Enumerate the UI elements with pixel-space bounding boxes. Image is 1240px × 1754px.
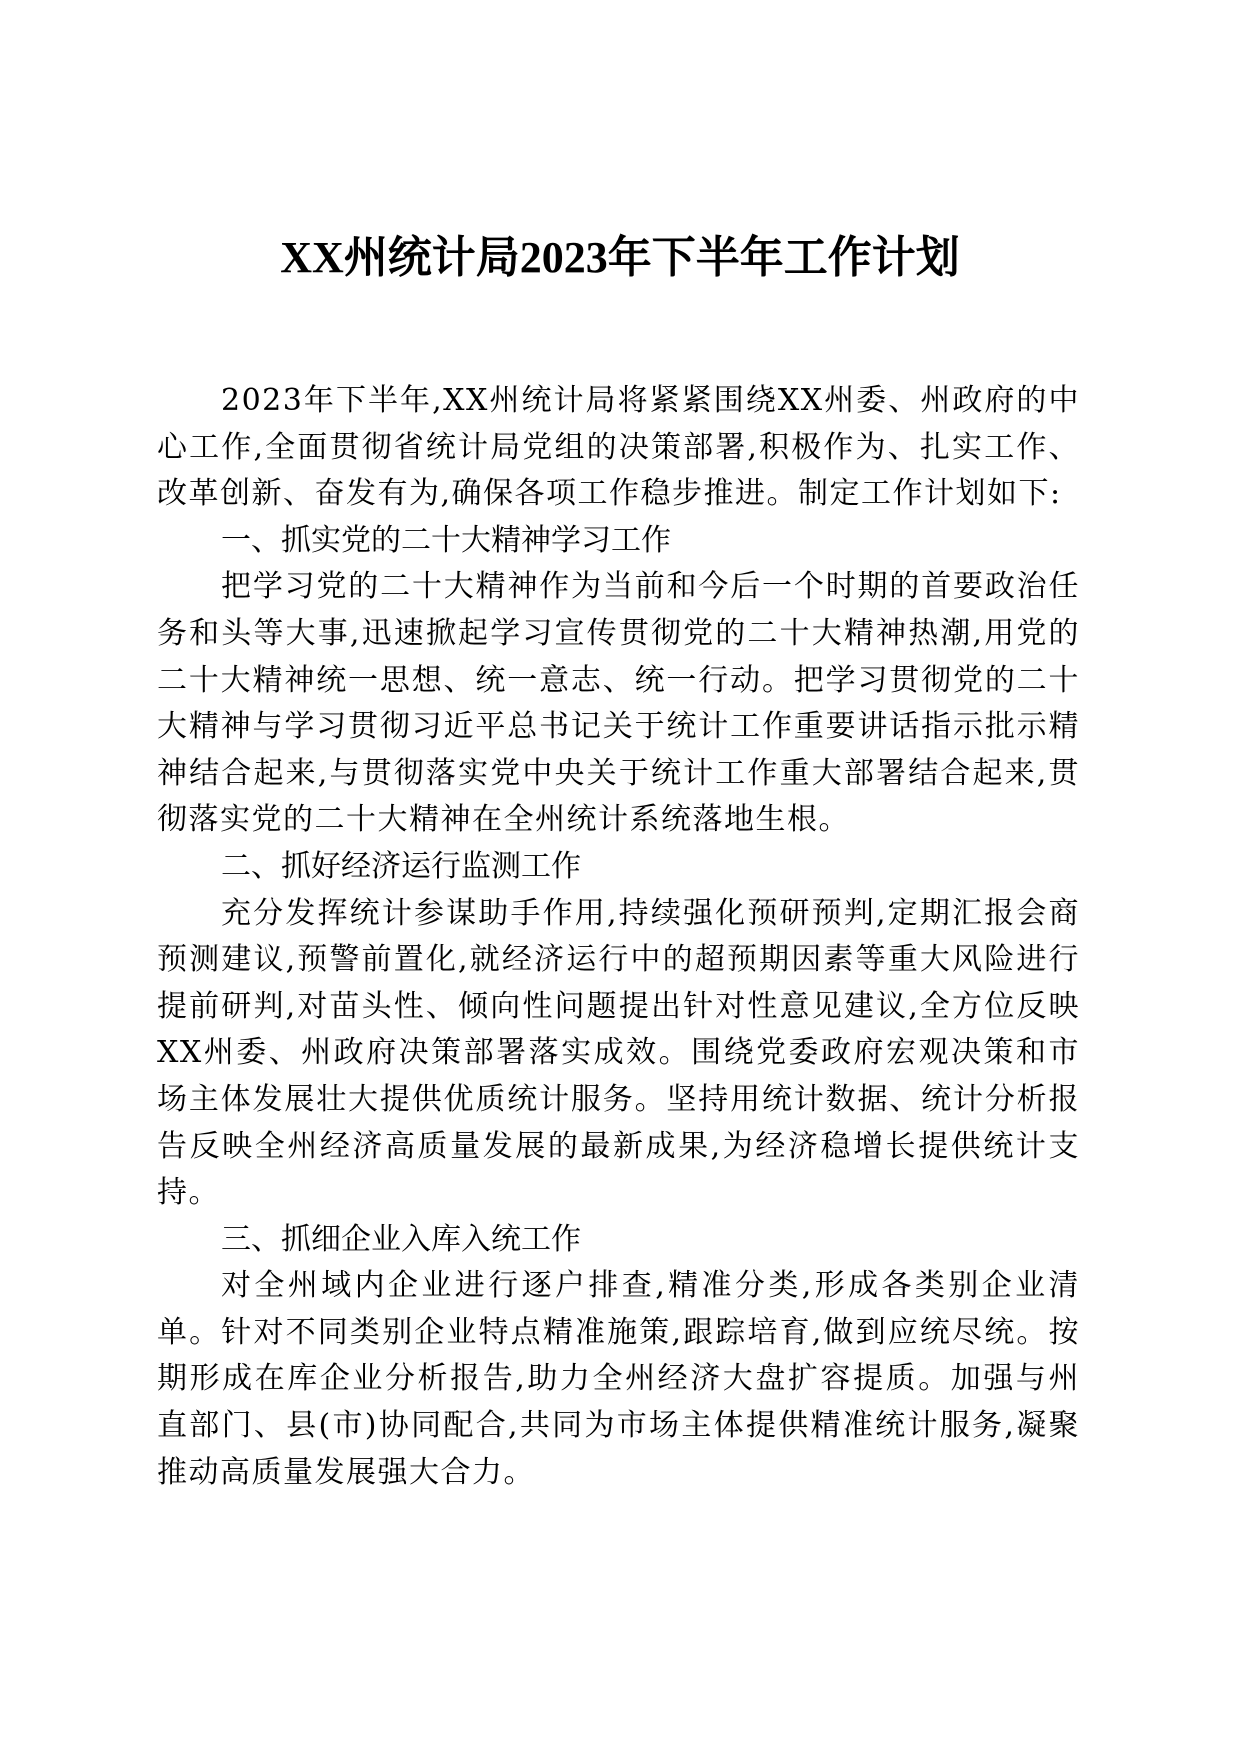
document-title: XX州统计局2023年下半年工作计划 [280, 233, 960, 282]
section-body-3: 对全州域内企业进行逐户排查,精准分类,形成各类别企业清单。针对不同类别企业特点精准施策,跟踪培育,做到应统尽统。按期形成在库企业分析报告,助力全州经济大盘扩容提质。加强与州直部门、县(市)协同配合,共同为市场主体提供精准统计服务,凝聚推动高质量发展强大合力。 [157, 1268, 1080, 1490]
intro-paragraph: 2023年下半年,XX州统计局将紧紧围绕XX州委、州政府的中心工作,全面贯彻省统计局党组的决策部署,积极作为、扎实工作、改革创新、奋发有为,确保各项工作稳步推进。制定工作计划如下: [157, 383, 1080, 512]
document-body [157, 378, 1080, 1496]
section-heading-2: 二、抓好经济运行监测工作 [221, 848, 581, 884]
section-body-2: 充分发挥统计参谋助手作用,持续强化预研预判,定期汇报会商预测建议,预警前置化,就经济运行中的超预期因素等重大风险进行提前研判,对苗头性、倾向性问题提出针对性意见建议,全方位反映XX州委、州政府决策部署落实成效。围绕党委政府宏观决策和市场主体发展壮大提供优质统计服务。坚持用统计数据、统计分析报告反映全州经济高质量发展的最新成果,为经济稳增长提供统计支持。 [157, 895, 1080, 1211]
section-heading-3: 三、抓细企业入库入统工作 [221, 1221, 581, 1257]
section-body-1: 把学习党的二十大精神作为当前和今后一个时期的首要政治任务和头等大事,迅速掀起学习宣传贯彻党的二十大精神热潮,用党的二十大精神统一思想、统一意志、统一行动。把学习贯彻党的二十大精神与学习贯彻习近平总书记关于统计工作重要讲话指示批示精神结合起来,与贯彻落实党中央关于统计工作重大部署结合起来,贯彻落实党的二十大精神在全州统计系统落地生根。 [157, 569, 1080, 838]
section-heading-1: 一、抓实党的二十大精神学习工作 [221, 522, 671, 558]
